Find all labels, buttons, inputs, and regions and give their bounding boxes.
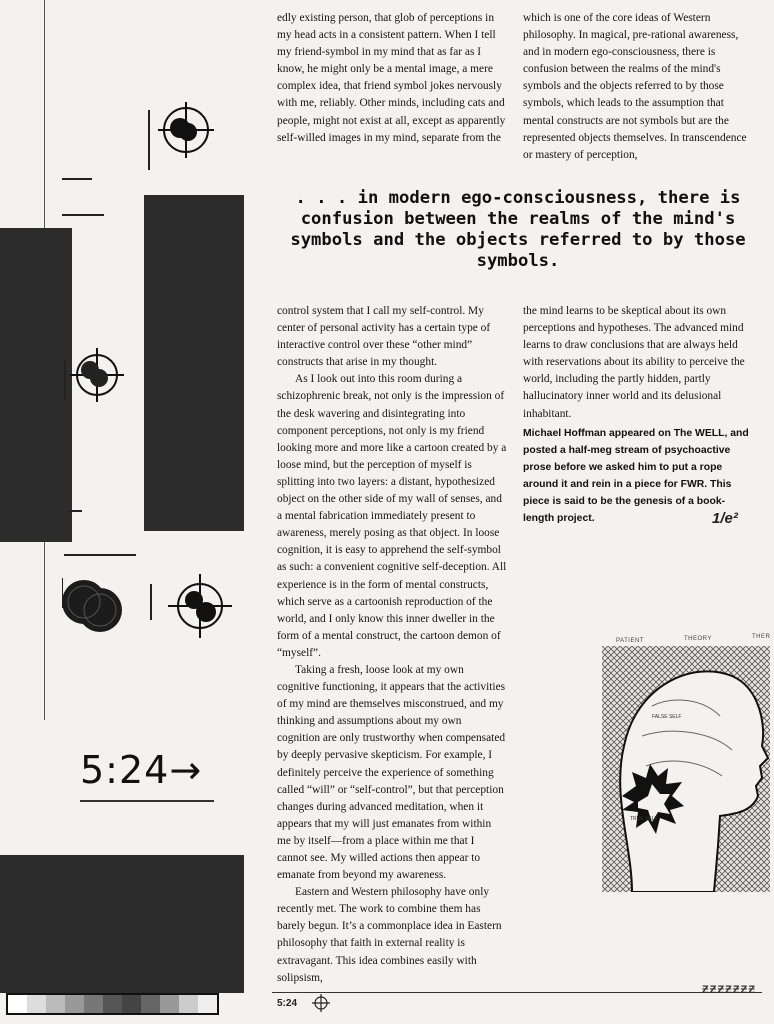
false-self-label: FALSE SELF xyxy=(652,714,682,720)
top-column-left xyxy=(277,10,507,147)
crop-mark-vertical xyxy=(64,360,66,400)
head-illustration xyxy=(602,646,770,892)
body-column-right xyxy=(523,303,755,423)
registration-target-icon xyxy=(58,572,130,640)
paragraph: As I look out into this room during a schizophrenic break, not only is the impression of the desk wavering and disintegrating into component perceptions, not only is my friend looking more and more like a cartoon created by a loose mind, but the perception of myself is splitting into two layers: a distant, hypothesized object on the other side of my wall of senses, and a mental fabrication immediately present to awareness, merely posing as that object. In loose cognition, it is easy to apprehend the self-symbol as such: a convenient cognitive self-deception. All experience is in the form of mental constructs, which serve as a cartoonish reproduction of the world, and I only know this inner dweller in the form of a mental construct, the cartoon demon of “myself”. xyxy=(277,373,507,659)
crop-mark-vertical xyxy=(150,584,152,620)
true-self-label: TRUE SELF xyxy=(630,816,658,822)
paragraph: control system that I call my self-control. My center of personal activity has a certain type of interactive control over these “other mind” constructs that arise in my thought. xyxy=(277,305,491,369)
paragraph: which is one of the core ideas of Western philosophy. In magical, pre-rational awareness, and in modern ego-consciousness, there is confusion between the realms of the mind's symbols and the objects referred to by those symbols, which leads to the assumption that mental constructs are not symbols but are the represented objects themselves. In transcendence or mastery of perception, xyxy=(523,12,747,161)
footer-rule xyxy=(272,992,762,993)
footer-z-pattern: ƵƵƵƵƵƵƵ xyxy=(702,984,757,996)
figure-label: THER xyxy=(752,634,771,640)
handwritten-margin-note: 5:24→ xyxy=(80,748,203,792)
black-bar xyxy=(144,195,244,531)
registration-target-icon xyxy=(70,348,124,402)
crop-mark xyxy=(62,214,104,216)
crop-mark-vertical xyxy=(148,110,150,170)
crop-mark xyxy=(68,510,82,512)
scribble-underline xyxy=(80,800,214,802)
black-bar xyxy=(0,855,244,993)
top-column-right xyxy=(523,10,755,164)
paragraph: Eastern and Western philosophy have only recently met. The work to combine them has barely begun. It’s a commonplace idea in Eastern philosophy that faith in external reality is extravagant. This idea combines easily with solipsism, xyxy=(277,886,502,984)
pull-quote: . . . in modern ego-consciousness, there is confusion between the realms of the mind's symbols and the objects referred to by those symbols. xyxy=(290,188,746,271)
registration-target-icon xyxy=(158,102,214,158)
figure-label: THEORY xyxy=(684,636,712,642)
grayscale-calibration-bar xyxy=(6,993,219,1015)
crop-mark xyxy=(62,178,92,180)
paragraph: edly existing person, that glob of perceptions in my head acts in a consistent pattern. When I tell my friend-symbol in my mind that as far as I know, he might only be a mental image, a mere complex idea, that friend symbol jokes nervously with me, reliably. Other minds, including cats and people, might not exist at all, except as apparently self-willed images in my mind, separate from the xyxy=(277,12,506,144)
body-column-left xyxy=(277,303,507,987)
black-bar xyxy=(0,228,72,542)
author-bio: Michael Hoffman appeared on The WELL, and posted a half-meg stream of psychoactive prose before we asked him to put a rope around it and rein in a piece for FWR. This piece is said to be the genesis of a book-length project. xyxy=(523,428,749,524)
footer-target-icon xyxy=(312,994,330,1012)
figure-label: PATIENT xyxy=(616,638,644,644)
registration-target-icon xyxy=(168,574,232,638)
signature-mark: 1/e² xyxy=(712,510,738,527)
paragraph: Taking a fresh, loose look at my own cognitive functioning, it appears that the activities of my mind are themselves misconstrued, and my thinking and assumptions about my own cognition are only trustworthy when compensated by deeply pervasive skepticism. For example, I definitely perceive the experience of something called “will” or “self-control”, but that perception changes during advanced meditation, when it appears that my will just emanates from within me by itself—from a place within me that I cannot see. My willed actions then appear to emanate from beyond my awareness. xyxy=(277,663,506,882)
paragraph: the mind learns to be skeptical about its own perceptions and hypotheses. The advanced mind learns to draw conclusions that are always held with reservations about its ability to perceive the world, including the partly hidden, partly hallucinatory inner world and its delusional inhabitant. xyxy=(523,305,745,420)
footer-page-code: 5:24 xyxy=(277,998,298,1009)
crop-mark xyxy=(64,554,136,556)
